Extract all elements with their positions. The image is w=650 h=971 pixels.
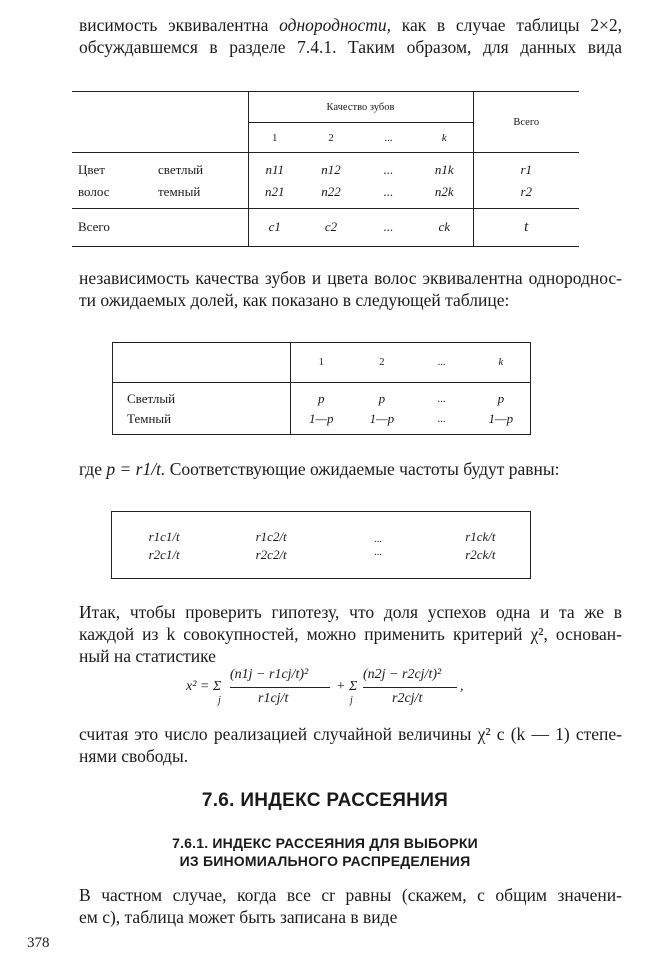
subsection-title-line-2: ИЗ БИНОМИАЛЬНОГО РАСПРЕДЕЛЕНИЯ [179,853,471,869]
intro-emphasis: однородности, [279,15,391,35]
table-cell: ck [438,219,451,235]
total-row-label: Всего [72,208,248,246]
para6-line-1: В частном случае, когда все cr равны (скажем, с общим значени- [79,885,622,905]
table-cell: r1c1/t [148,528,180,544]
col-header: k [416,123,473,153]
table-cell: r2c2/t [255,546,287,562]
row-totals: r1 r2 [473,153,579,208]
table-cell: r2ck/t [465,546,496,562]
col-header: 2 [352,343,412,383]
fraction-bar-1 [230,687,330,688]
sum-index-1: j [218,695,221,706]
table-cell: p 1—p [369,390,395,426]
contingency-table [72,91,579,247]
table-cell: ... ... [361,153,416,208]
intro-line-2: обсуждавшемся в разделе 7.4.1. Таким образом, для данных вида [79,37,622,57]
para2-line-1: независимость качества зубов и цвета волос эквивалентна однороднос- [79,268,622,288]
paragraph-5 [79,723,622,767]
table-cell: n1k n2k [416,153,473,208]
para4-line-1: Итак, чтобы проверить гипотезу, что доля успехов одна и та же в [79,602,622,622]
col-header: 2 [301,123,361,153]
table-cell: c2 [324,219,338,235]
table-cell: r2c1/t [148,546,180,562]
fraction-bar-2 [363,687,457,688]
page-number: 378 [27,935,50,951]
intro-text: висимость эквивалентна [79,15,280,35]
formula-plus: + Σ [336,679,358,694]
paragraph-4 [79,601,622,667]
table-cell: n11 n21 [248,153,301,208]
row-group-label: Цвет волос [72,153,140,208]
table-cell: p 1—p [309,390,334,426]
col-header: ... [361,123,416,153]
numerator-2: (n2j − r2cj/t)² [363,667,442,682]
intro-text-tail: как в случае таблицы 2×2, [390,15,622,35]
proportion-table [112,342,531,435]
para3-line: где p = r1/t. Соответствующие ожидаемые частоты будут равны: [79,459,560,479]
table-cell: ... [383,219,394,235]
para4-line-2: каждой из k совокупностей, можно применить критерий χ², основан- [79,624,622,644]
subsection-title-line-1: 7.6.1. ИНДЕКС РАССЕЯНИЯ ДЛЯ ВЫБОРКИ [172,835,478,851]
section-title: 7.6. ИНДЕКС РАССЕЯНИЯ [201,790,449,811]
para5-line-2: нями свободы. [79,746,189,766]
denominator-1: r1cj/t [258,691,289,706]
col-header: 1 [290,343,352,383]
denominator-2: r2cj/t [392,691,423,706]
paragraph-6 [79,884,622,928]
para6-line-2: ем c), таблица может быть записана в виде [79,907,398,927]
sum-index-2: j [350,695,353,706]
header-teeth-quality: Качество зубов [326,101,395,113]
table-cell: ... ... [437,392,446,425]
expected-frequencies-table [111,511,531,579]
p-equation: p = r1/t. [106,459,166,479]
grand-total: t [473,208,579,246]
paragraph-2 [79,267,622,311]
col-header: ... [412,343,472,383]
para5-line-1: считая это число реализацией случайной величины χ² с (k — 1) степе- [79,724,622,744]
table-cell: ... [374,533,383,545]
intro-line-1 [79,14,622,36]
row-labels: Светлый Темный [113,383,291,435]
table-cell: n12 n22 [301,153,361,208]
table-cell: ... [374,546,383,558]
formula-lhs: x² = Σ [186,679,222,694]
col-header: k [472,343,531,383]
row-labels: светлый темный [140,153,248,208]
table-cell: r1ck/t [465,528,496,544]
para4-line-3: ный на статистике [79,646,216,666]
formula-comma: , [460,679,464,694]
intro-paragraph [79,14,622,58]
col-header: 1 [248,123,301,153]
table-cell: r1c2/t [255,528,287,544]
table-cell: c1 [268,219,281,235]
para2-line-2: ти ожидаемых долей, как показано в следующей таблице: [79,290,510,310]
numerator-1: (n1j − r1cj/t)² [230,667,309,682]
chi-square-formula [180,665,480,713]
header-total: Всего [473,92,579,153]
table-cell: p 1—p [488,390,514,426]
paragraph-3 [79,458,622,480]
